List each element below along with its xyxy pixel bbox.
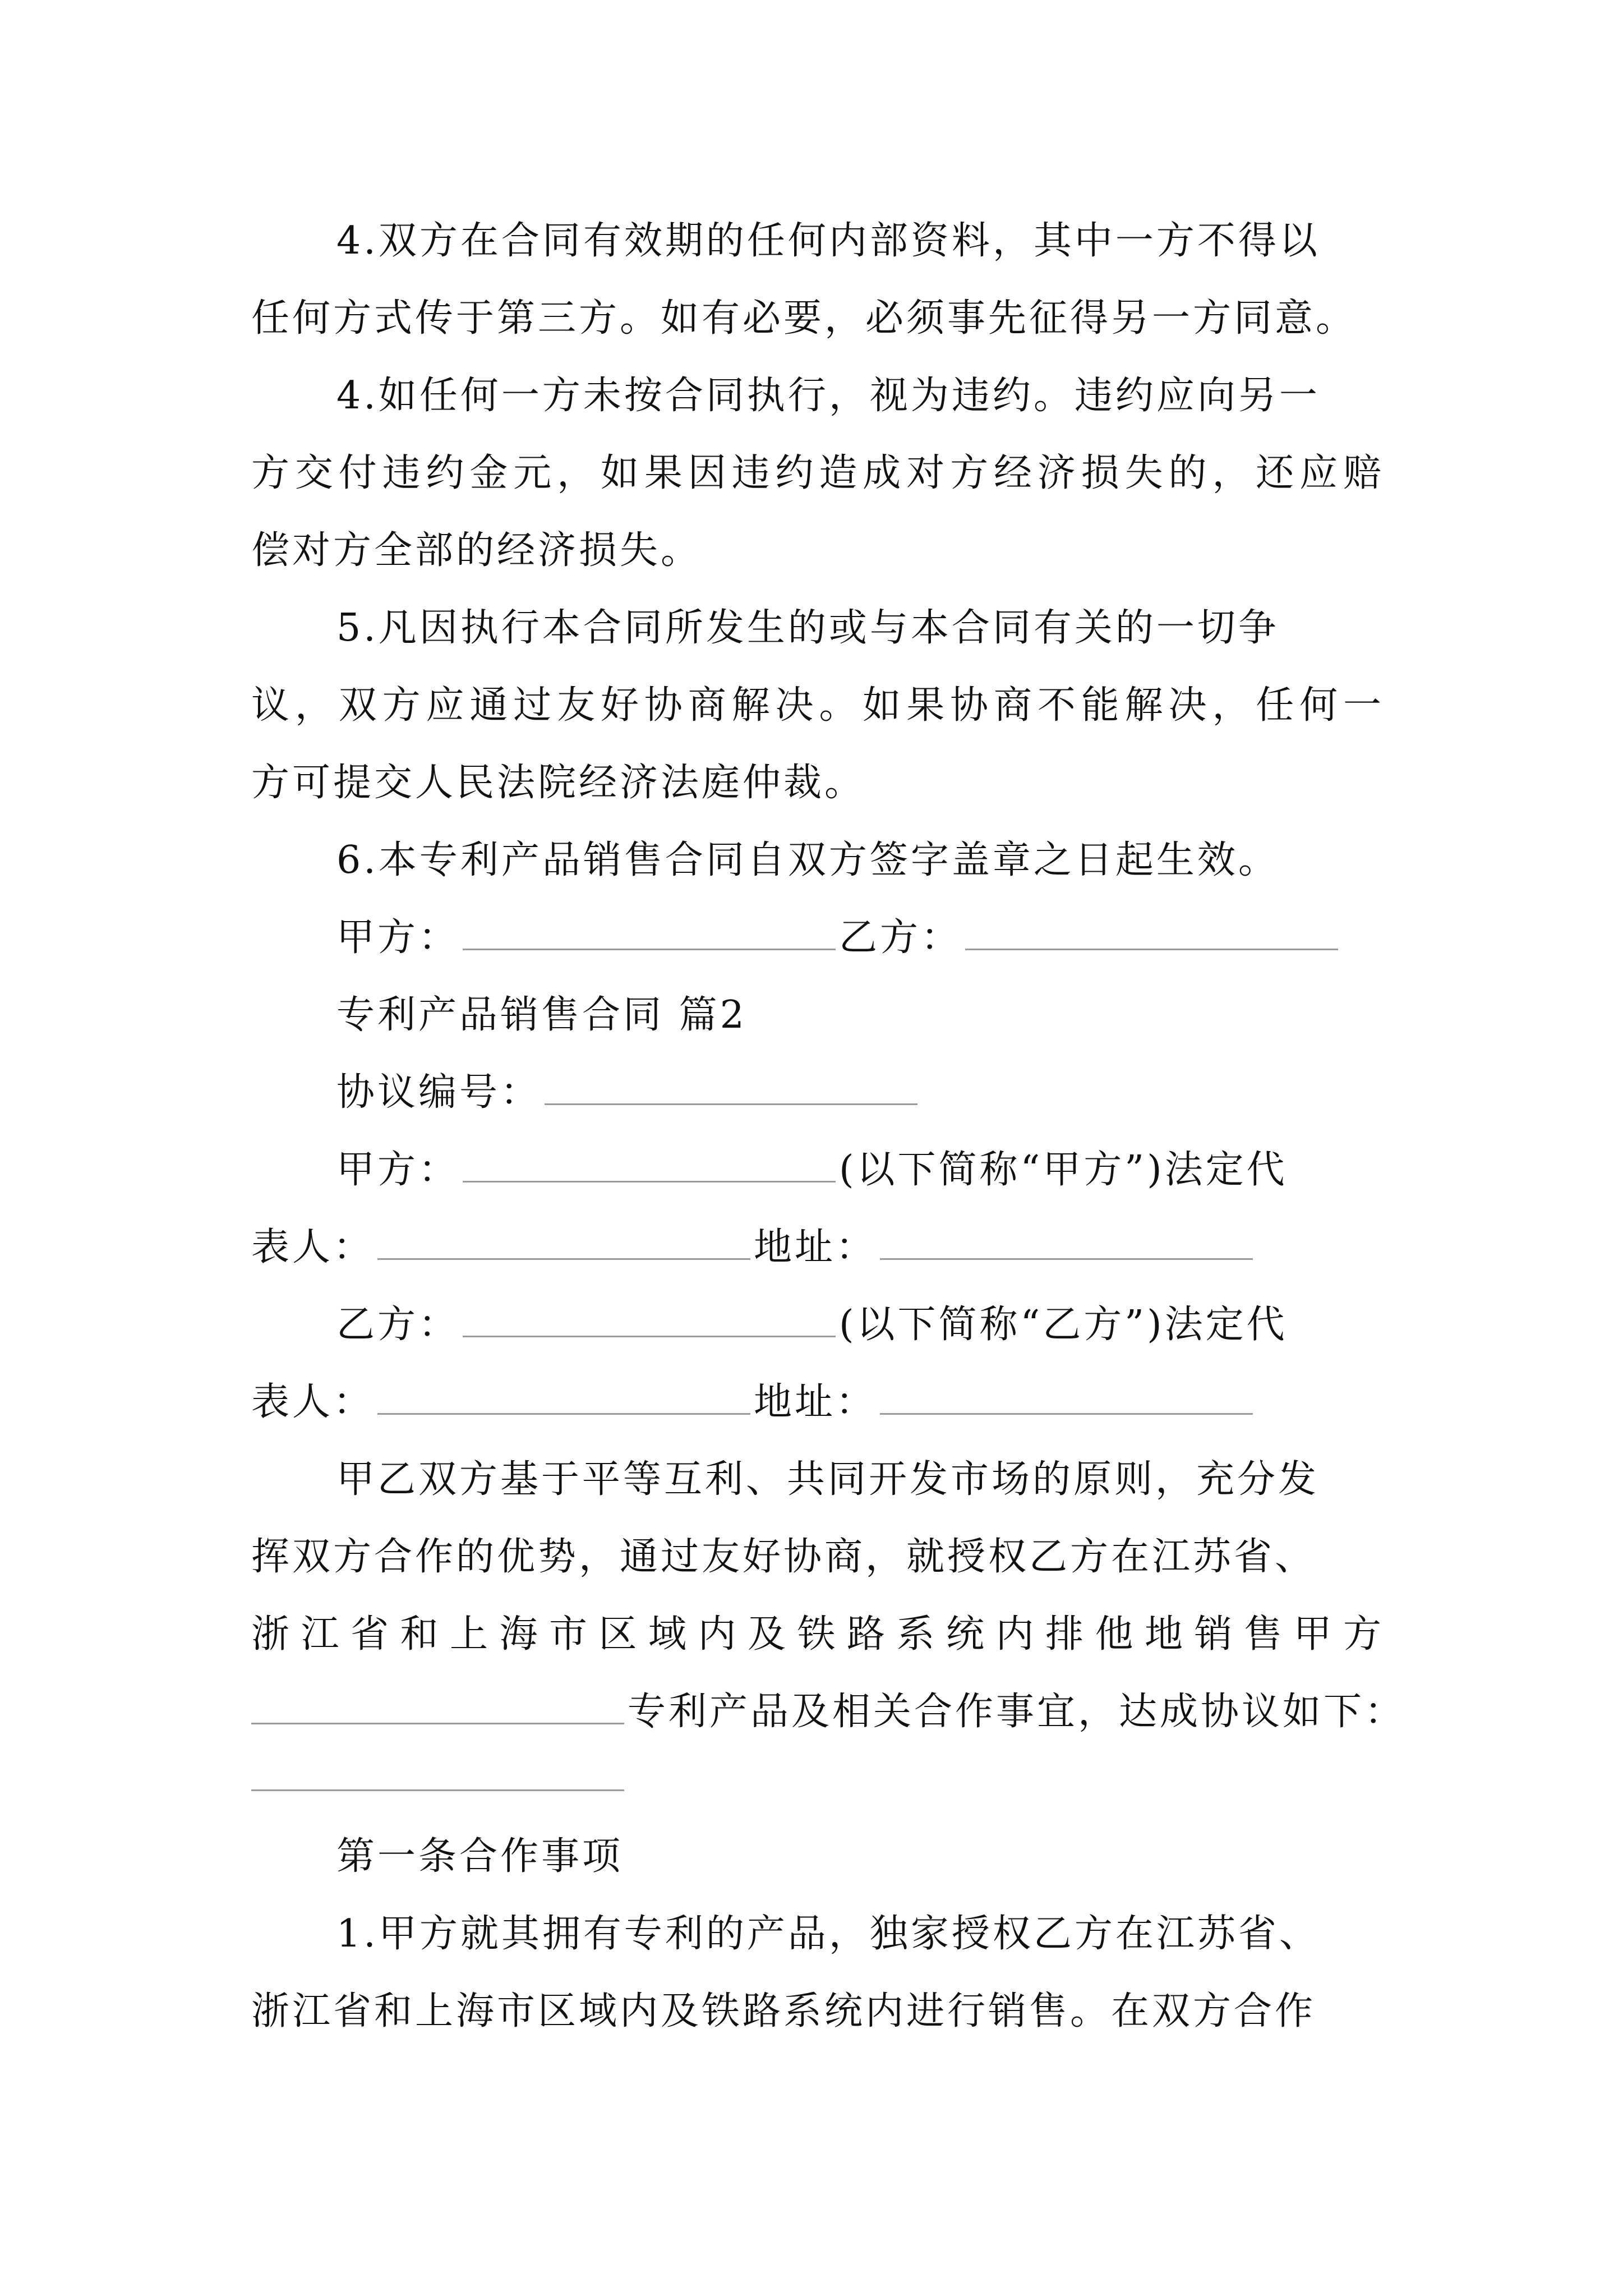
party-a-signature-blank: [463, 946, 836, 950]
party-b-address-blank: [880, 1411, 1253, 1415]
text-line: 挥双方合作的优势，通过友好协商，就授权乙方在江苏省、: [251, 1535, 1316, 1579]
party-a-address-blank: [880, 1256, 1253, 1260]
text-line: 议，双方应通过友好协商解决。如果协商不能解决，任何一: [251, 683, 1384, 728]
section-title: 专利产品销售合同 篇2: [336, 993, 747, 1037]
text-line: 任何方式传于第三方。如有必要，必须事先征得另一方同意。: [251, 296, 1357, 341]
text-line: 方交付违约金元，如果因违约造成对方经济损失的，还应赔: [251, 451, 1384, 495]
party-a-note: (以下简称“甲方”)法定代: [839, 1148, 1288, 1192]
party-a-label: 甲方：: [336, 915, 460, 960]
agreement-number-label: 协议编号：: [336, 1070, 542, 1115]
signature-line: [336, 913, 1341, 963]
agreement-number-blank: [545, 1101, 917, 1105]
party-a-rep-line: [251, 1222, 1256, 1273]
representative-label: 表人：: [251, 1380, 375, 1424]
text-line: 甲乙双方基于平等互利、共同开发市场的原则，充分发: [336, 1457, 1320, 1502]
text-line: 4.如任何一方未按合同执行，视为违约。违约应向另一: [336, 374, 1320, 418]
text-line: 偿对方全部的经济损失。: [251, 528, 702, 573]
text-line: 浙江省和上海市区域内及铁路系统内进行销售。在双方合作: [251, 1989, 1316, 2033]
text-line: 浙江省和上海市区域内及铁路系统内排他地销售甲方: [251, 1612, 1384, 1657]
product-name-blank: [251, 1720, 624, 1724]
party-b-signature-blank: [965, 946, 1338, 950]
product-text: 专利产品及相关合作事宜，达成协议如下：: [628, 1690, 1406, 1734]
party-b-rep-blank: [377, 1411, 750, 1415]
party-b-line: [336, 1300, 1288, 1350]
text-line: 5.凡因执行本合同所发生的或与本合同有关的一切争: [336, 606, 1279, 650]
party-b-rep-line: [251, 1377, 1256, 1428]
article-heading: 第一条合作事项: [336, 1834, 624, 1879]
blank-line: [251, 1789, 624, 1791]
party-b-note: (以下简称“乙方”)法定代: [839, 1303, 1288, 1347]
party-b-label: 乙方：: [839, 915, 962, 960]
address-label: 地址：: [754, 1380, 877, 1424]
address-label: 地址：: [754, 1225, 877, 1269]
party-a-rep-blank: [377, 1256, 750, 1260]
text-line: 方可提交人民法院经济法庭仲裁。: [251, 761, 866, 805]
representative-label: 表人：: [251, 1225, 375, 1269]
party-a-line: [336, 1145, 1288, 1195]
product-line: [251, 1687, 1405, 1737]
text-line: 4.双方在合同有效期的任何内部资料，其中一方不得以: [336, 219, 1320, 263]
text-line: 6.本专利产品销售合同自双方签字盖章之日起生效。: [336, 838, 1279, 882]
agreement-number-line: [336, 1068, 921, 1118]
party-a-name-blank: [463, 1179, 836, 1182]
text-line: 1.甲方就其拥有专利的产品，独家授权乙方在江苏省、: [336, 1912, 1320, 1956]
party-b-name-blank: [463, 1333, 836, 1337]
party-a-label: 甲方：: [336, 1148, 460, 1192]
party-b-label: 乙方：: [336, 1303, 460, 1347]
